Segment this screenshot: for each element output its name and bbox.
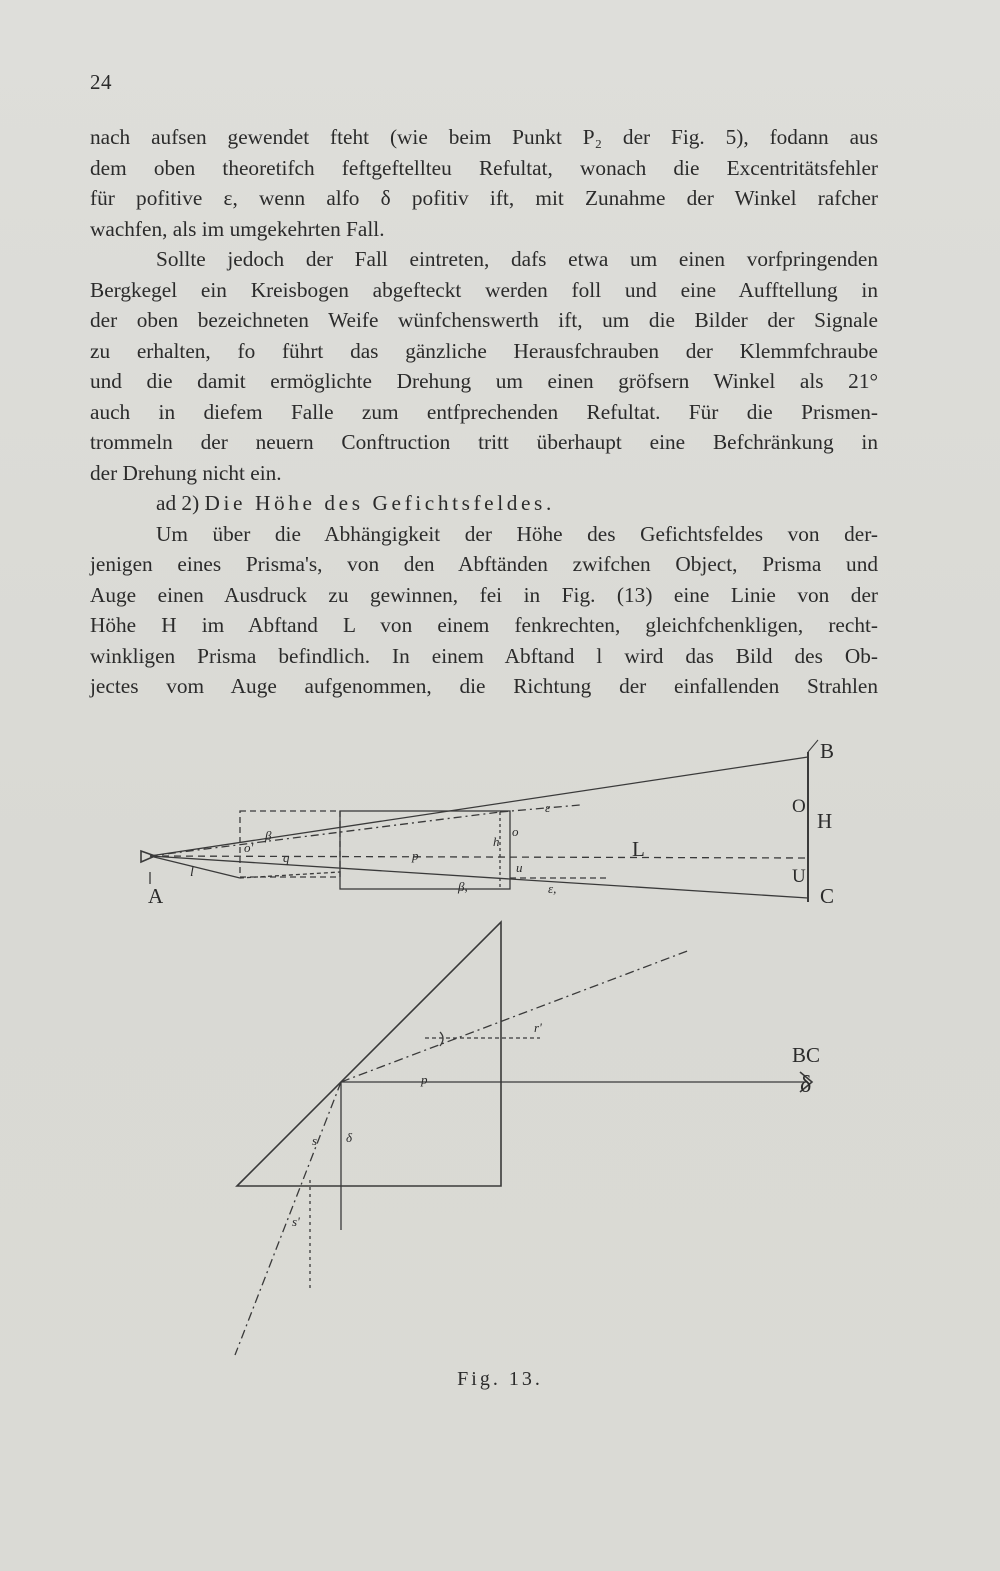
object-tick bbox=[808, 740, 818, 752]
label-beta1: β, bbox=[458, 879, 468, 894]
text-line: der Drehung nicht ein. bbox=[90, 460, 282, 485]
refracted-ray bbox=[341, 950, 690, 1082]
label-q: q bbox=[283, 850, 290, 865]
text-line: trommeln der neuern Conftruction tritt überhaupt eine Befchränkung in bbox=[90, 430, 878, 454]
text-line: auch in diefem Falle zum entfprechenden Refultat. Für die Prismen- bbox=[90, 399, 878, 424]
text-line: Um über die Abhängigkeit der Höhe des Gefichtsfeldes von der- bbox=[156, 521, 878, 546]
label-beta: β bbox=[265, 828, 272, 843]
label-s: s bbox=[312, 1133, 318, 1148]
label-s-prime: s' bbox=[292, 1214, 300, 1229]
page-number: 24 bbox=[90, 70, 112, 94]
reflected-ray-ext bbox=[500, 805, 580, 812]
prism-plan-triangle bbox=[237, 922, 501, 1186]
text-line: dem oben theoretifch feftgeftelltеu Refultat, wonach die Excentritätsfehler bbox=[90, 155, 878, 180]
text-line: jenigen eines Prisma's, von den Abftänden zwifchen Object, Prisma und bbox=[90, 552, 878, 576]
label-p-plan: p bbox=[421, 1072, 428, 1087]
label-l: L bbox=[632, 837, 645, 861]
text-line: Sollte jedoch der Fall eintreten, dafs etwa um einen vorfpringenden bbox=[156, 247, 878, 271]
text-line: winkligen Prisma befindlich. In einem Abftand l wird das Bild des Ob- bbox=[90, 643, 878, 668]
label-h: H bbox=[817, 809, 833, 833]
section-heading-line bbox=[90, 488, 878, 519]
label-o-prime: o' bbox=[244, 840, 254, 855]
label-l-small: l bbox=[190, 865, 194, 880]
axis-line bbox=[150, 856, 808, 858]
label-b: B bbox=[820, 739, 835, 763]
label-o: O bbox=[792, 796, 806, 817]
text-line: Auge einen Ausdruck zu gewinnen, fei in Fig. (13) eine Linie von der bbox=[90, 582, 878, 607]
reflected-ray bbox=[150, 812, 500, 856]
label-eps1: ε, bbox=[548, 881, 557, 896]
exit-ray bbox=[235, 1082, 341, 1355]
text-line: und die damit ermöglichte Drehung um einen gröfsern Winkel als 21° bbox=[90, 369, 878, 393]
label-u: U bbox=[792, 866, 806, 887]
label-delta-small: δ bbox=[346, 1130, 353, 1145]
label-u-small: u bbox=[516, 860, 523, 875]
label-eps: ε bbox=[545, 800, 551, 815]
figure-13-diagram bbox=[0, 715, 1000, 1375]
text-line: nach aufsen gewendet fteht (wie beim Punkt P₂ der Fig. 5), fodann aus bbox=[90, 125, 878, 149]
figure-caption: Fig. 13. bbox=[457, 1368, 543, 1390]
text-line: zu erhalten, fo führt das gänzliche Herausfchrauben der Klemmfchraube bbox=[90, 338, 878, 363]
label-h-small: h bbox=[493, 834, 500, 849]
text-line: Bergkegel ein Kreisbogen abgefteckt werden foll und eine Aufftellung in bbox=[90, 277, 878, 302]
label-o-small: o bbox=[512, 824, 519, 839]
body-text bbox=[90, 122, 878, 702]
text-line: für pofitive ε, wenn alfo δ pofitiv ift, mit Zunahme der Winkel rafcher bbox=[90, 186, 878, 210]
figure-13 bbox=[0, 715, 1000, 1375]
label-c: C bbox=[820, 884, 835, 908]
text-line: Höhe H im Abftand L von einem fenkrechten, gleichfchenkligen, recht- bbox=[90, 613, 878, 637]
label-a: A bbox=[148, 884, 164, 908]
text-line: der oben bezeichneten Weife wünfchenswerth ift, um die Bilder der Signale bbox=[90, 308, 878, 332]
section-number: ad 2) bbox=[156, 491, 200, 515]
section-heading: Die Höhe des Gefichtsfeldes. bbox=[204, 491, 555, 515]
label-delta: δ bbox=[800, 1072, 812, 1098]
eye-icon bbox=[141, 851, 155, 862]
label-r-prime: r' bbox=[534, 1020, 542, 1035]
label-p: p bbox=[412, 848, 419, 863]
text-line: wachfen, als im umgekehrten Fall. bbox=[90, 216, 385, 241]
label-bc: BC bbox=[792, 1043, 821, 1067]
text-line: jectes vom Auge aufgenommen, die Richtung der einfallenden Strahlen bbox=[90, 674, 878, 698]
